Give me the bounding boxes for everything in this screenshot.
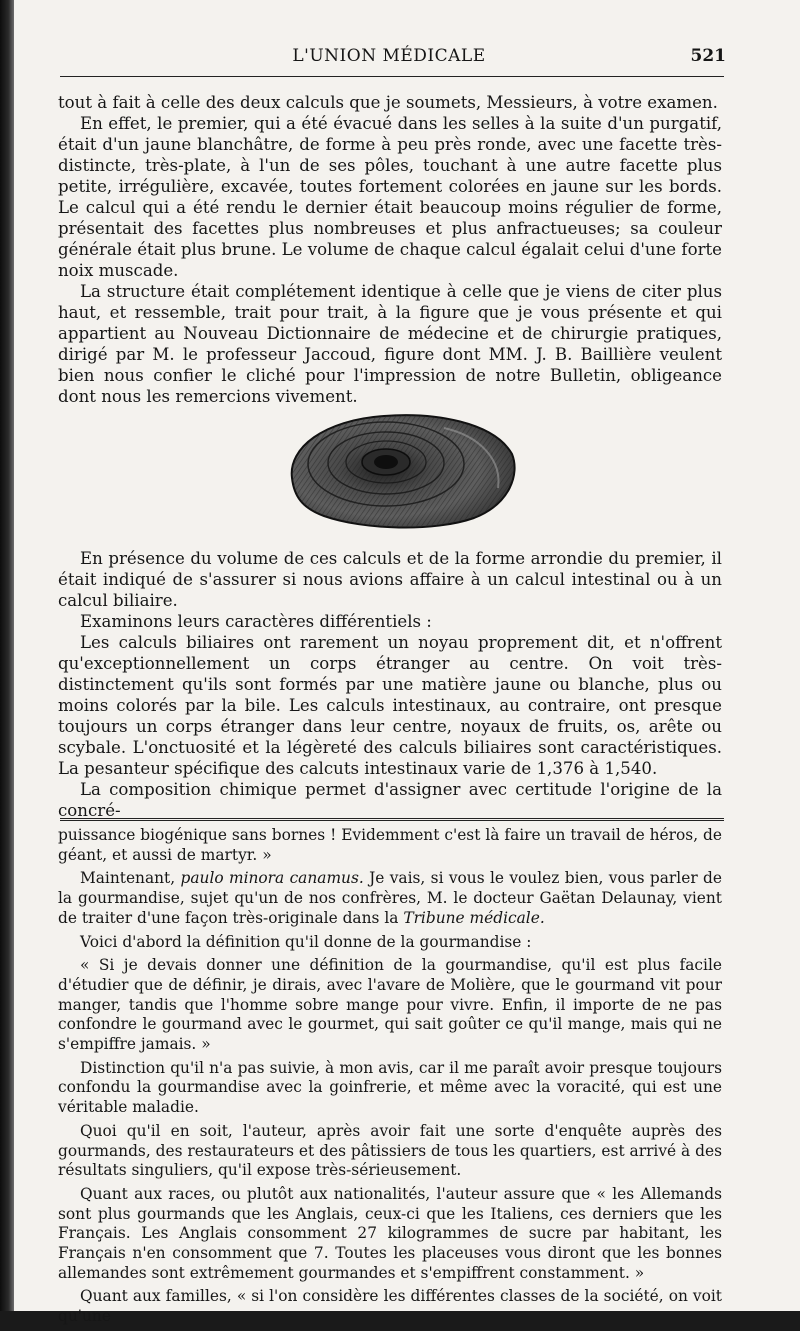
paragraph: Distinction qu'il n'a pas suivie, à mon avis, car il me paraît avoir presque toujours confondu la gourmandise avec la goinfrerie, et même avec la voracité, qui est une véritable maladie. xyxy=(58,1058,722,1117)
paragraph: Les calculs biliaires ont rarement un noyau proprement dit, et n'offrent qu'exceptionnellement un corps étranger au centre. On voit très-distinctement qu'ils sont formés par une matière jaune ou blanche, plus ou moins colorés par la bile. Les calculs intestinaux, au contraire, ont presque toujours un corps étranger dans leur centre, noyaux de fruits, os, arête ou scybale. L'onctuosité et la légèreté des calculs biliaires sont caractéristiques. La pesanteur spécifique des calcuts intestinaux varie de 1,376 à 1,540. xyxy=(58,633,722,778)
paragraph: Voici d'abord la définition qu'il donne de la gourmandise : xyxy=(80,932,532,951)
paragraph: En présence du volume de ces calculs et de la forme arrondie du premier, il était indiqué de s'assurer si nous avions affaire à un calcul intestinal ou à un calcul biliaire. xyxy=(58,549,722,610)
feuilleton-separator xyxy=(60,818,724,823)
paragraph: La composition chimique permet d'assigner avec certitude l'origine de la concré- xyxy=(58,780,722,820)
running-header xyxy=(62,46,726,70)
paragraph: Quoi qu'il en soit, l'auteur, après avoir fait une sorte d'enquête auprès des gourmands, des restaurateurs et des pâtissiers de tous les quartiers, est arrivé à des résultats singuliers, qu'il expose très-sérieusement. xyxy=(58,1121,722,1180)
running-title: L'UNION MÉDICALE xyxy=(292,46,486,66)
paragraph: Examinons leurs caractères différentiels : xyxy=(80,612,432,631)
book-spine-shadow xyxy=(0,0,14,1311)
main-text-bottom xyxy=(58,548,722,821)
paragraph: Quant aux familles, « si l'on considère les différentes classes de la société, on voit qu'une xyxy=(58,1287,722,1326)
page-number: 521 xyxy=(690,46,726,66)
book-page xyxy=(14,0,800,1326)
paragraph: En effet, le premier, qui a été évacué dans les selles à la suite d'un purgatif, était d'un jaune blanchâtre, de forme à peu près ronde, avec une facette très-distincte, très-plate, à l'un de ses pôles, touchant à une autre facette plus petite, irrégulière, excavée, toutes fortement colorées en jaune sur les bords. Le calcul qui a été rendu le dernier était beaucoup moins régulier de forme, présentait des facettes plus nombreuses et plus anfractueuses; sa couleur générale était plus brune. Le volume de chaque calcul égalait celui d'une forte noix muscade. xyxy=(58,114,722,280)
paragraph: La structure était complétement identique à celle que je viens de citer plus haut, et ressemble, trait pour trait, à la figure que je vous présente et qui appartient au Nouveau Dictionnaire de médecine et de chirurgie pratiques, dirigé par M. le professeur Jaccoud, figure dont MM. J. B. Baillière veulent bien nous confier le cliché pour l'impression de notre Bulletin, obligeance dont nous les remercions vivement. xyxy=(58,282,722,406)
calculus-engraving xyxy=(284,408,518,532)
paragraph: tout à fait à celle des deux calculs que je soumets, Messieurs, à votre examen. xyxy=(58,93,718,112)
calculus-cross-section-icon xyxy=(284,408,518,532)
header-rule xyxy=(60,76,724,77)
paragraph: Quant aux races, ou plutôt aux nationalités, l'auteur assure que « les Allemands sont plus gourmands que les Anglais, ceux-ci que les Italiens, ces derniers que les Français. Les Anglais consomment 27 kilogrammes de sucre par habitant, les Français n'en consomment que 7. Toutes les placeuses vous diront que les bonnes allemandes sont extrêmement gourmandes et s'empiffrent constamment. » xyxy=(58,1184,722,1282)
quotation: « Si je devais donner une définition de la gourmandise, qu'il est plus facile d'étudier que de définir, je dirais, avec l'avare de Molière, que le gourmand vit pour manger, tandis que l'homme sobre mange pour vivre. Enfin, il importe de ne pas confondre le gourmand avec le gourmet, qui sait goûter ce qu'il mange, mais qui ne s'empiffre jamais. » xyxy=(58,956,722,1054)
paragraph: Maintenant, paulo minora canamus. Je vais, si vous le voulez bien, vous parler de la gourmandise, sujet qu'un de nos confrères, M. le docteur Gaëtan Delaunay, vient de traiter d'une façon très-originale dans la Tribune médicale. xyxy=(58,869,722,927)
main-text-top xyxy=(58,92,722,407)
feuilleton-text xyxy=(58,826,722,1331)
paragraph: puissance biogénique sans bornes ! Evidemment c'est là faire un travail de héros, de géant, et aussi de martyr. » xyxy=(58,826,722,864)
